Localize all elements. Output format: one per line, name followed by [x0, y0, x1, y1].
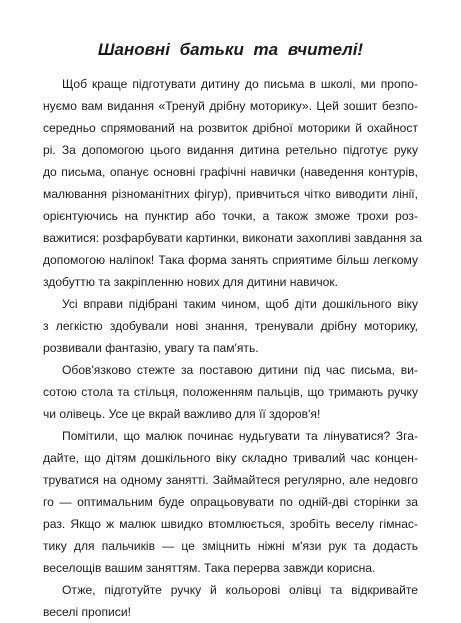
text-line: раз. Якщо ж малюк швидко втомлюється, зробіть веселу гімнас-: [43, 517, 418, 531]
text-line: малювання різноманітних фігур), привчиться чітко виводити лінії,: [43, 187, 418, 201]
text-line: нуємо вам видання «Тренуй дрібну моторику». Цей зошит безпо-: [43, 99, 418, 113]
text-line: веселощів вашим заняттям. Така перерва завжди корисна.: [43, 561, 376, 575]
text-line: чи олівець. Усе це вкрай важливо для її здоров'я!: [43, 407, 321, 421]
text-line: Усі вправи підібрані таким чином, щоб діти дошкільного віку: [62, 297, 418, 311]
text-line: рі. За допомогою цього видання дитина ретельно підготує руку: [43, 143, 418, 157]
text-line: середньо спрямований на розвиток дрібної моторики й охайност: [43, 121, 418, 135]
text-line: сотою стола та стільця, положенням пальців, що тримають ручку: [43, 385, 418, 399]
text-line: го — оптимальним буде опрацьовувати по одній-дві сторінки за: [43, 495, 418, 509]
text-line: Помітили, що малюк починає нудьгувати та лінуватися? Зга-: [62, 429, 418, 443]
text-line: труватися на одному занятті. Займайтеся регулярно, але недовго: [43, 473, 418, 487]
text-line: тику для пальчиків — це зміцнить ніжні м'язи рук та додасть: [43, 539, 418, 553]
body-text: [43, 73, 422, 623]
text-line: розвивали фантазію, увагу та пам'ять.: [43, 341, 259, 355]
text-line: допомогою наліпок! Така форма занять сприятиме більш легкому: [43, 253, 418, 267]
text-line: орієнтуючись на пунктир або точки, а також зможе трохи роз-: [43, 209, 418, 223]
text-line: Щоб краще підготувати дитину до письма в школі, ми пропо-: [62, 77, 418, 91]
page-title: Шановні батьки та вчителі!: [97, 40, 364, 59]
text-line: до письма, опанує основні графічні навички (наведення контурів,: [43, 165, 418, 179]
text-line: здобуттю та закріпленню нових для дитини навичок.: [43, 275, 339, 289]
text-line: з легкістю здобували нові знання, тренували дрібну моторику,: [43, 319, 418, 333]
text-line: Обов'язково стежте за поставою дитини під час письма, ви-: [62, 363, 418, 377]
text-line: важитися: розфарбувати картинки, виконати захопливі завдання за: [43, 231, 422, 245]
text-line: веселі прописи!: [43, 605, 131, 619]
text-line: дайте, що дітям дошкільного віку складно тривалий час концен-: [43, 451, 418, 465]
text-line: Отже, підготуйте ручку й кольорові олівці та відкривайте: [62, 583, 418, 597]
